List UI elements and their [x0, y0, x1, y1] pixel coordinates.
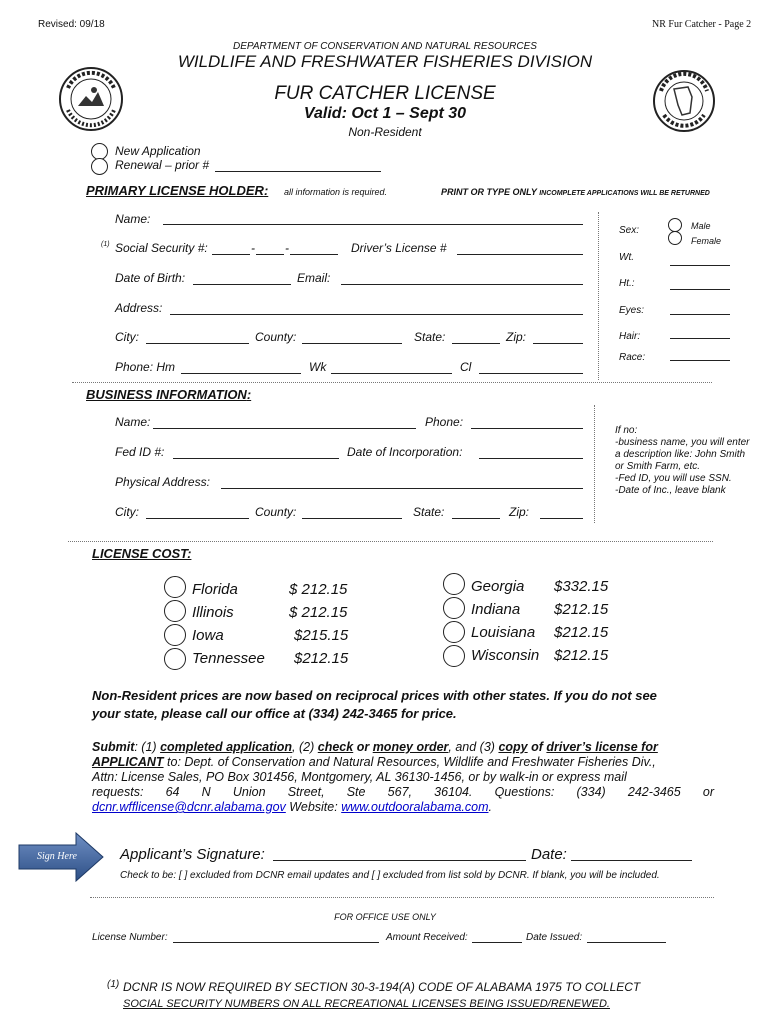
license-number-field[interactable]: [173, 942, 379, 943]
physical-address-field[interactable]: [221, 488, 583, 489]
cost-price: $ 212.15: [289, 604, 348, 621]
business-city-field[interactable]: [146, 518, 249, 519]
county-field[interactable]: [302, 343, 402, 344]
florida-radio[interactable]: [164, 576, 186, 598]
county-label: County:: [255, 330, 297, 344]
amount-received-label: Amount Received:: [386, 932, 468, 943]
height-field[interactable]: [670, 289, 730, 290]
help-line: -business name, you will enter: [615, 437, 750, 448]
cost-price: $212.15: [554, 647, 609, 664]
section-divider-3: [90, 897, 714, 898]
applicant-signature-field[interactable]: [273, 860, 526, 861]
cost-state: Iowa: [192, 627, 224, 644]
name-field[interactable]: [163, 224, 583, 225]
cost-state: Illinois: [192, 604, 234, 621]
business-state-label: State:: [413, 505, 445, 519]
cost-price: $332.15: [554, 578, 609, 595]
signature-date-field[interactable]: [571, 860, 692, 861]
renewal-label: Renewal – prior #: [115, 158, 210, 172]
race-label: Race:: [619, 352, 646, 363]
phone-home-field[interactable]: [181, 373, 301, 374]
state-label: State:: [414, 330, 446, 344]
alabama-wildlife-division-seal-icon: [58, 66, 124, 132]
cost-state: Georgia: [471, 578, 525, 595]
new-application-label: New Application: [115, 144, 201, 158]
help-line: -Date of Inc., leave blank: [615, 485, 726, 496]
ssn-dash-1: -: [251, 241, 255, 255]
license-title: FUR CATCHER LICENSE: [274, 83, 496, 104]
print-type-notice: PRINT OR TYPE ONLY INCOMPLETE APPLICATIONS WILL BE RETURNED: [441, 187, 710, 197]
reciprocal-notice-line2: your state, please call our office at (334) 242-3465 for price.: [92, 706, 457, 721]
cost-price: $215.15: [294, 627, 349, 644]
business-help-note: [615, 425, 750, 497]
reciprocal-notice-line1: Non-Resident prices are now based on reciprocal prices with other states. If you do not see: [92, 688, 657, 703]
help-line: or Smith Farm, etc.: [615, 461, 701, 472]
cost-state: Wisconsin: [471, 647, 540, 664]
female-radio[interactable]: [668, 231, 682, 245]
date-issued-field[interactable]: [587, 942, 666, 943]
doi-field[interactable]: [479, 458, 583, 459]
georgia-radio[interactable]: [443, 573, 465, 595]
office-use-heading: FOR OFFICE USE ONLY: [334, 912, 436, 922]
eyes-label: Eyes:: [619, 305, 645, 316]
hair-field[interactable]: [670, 338, 730, 339]
phone-work-label: Wk: [309, 360, 327, 374]
license-cost-heading: LICENSE COST:: [92, 546, 192, 561]
license-number-label: License Number:: [92, 932, 168, 943]
dob-field[interactable]: [193, 284, 291, 285]
sex-label: Sex:: [619, 225, 640, 236]
footer-footnote-marker: (1): [107, 979, 120, 990]
fed-id-field[interactable]: [173, 458, 339, 459]
cost-state: Florida: [192, 581, 238, 598]
dob-label: Date of Birth:: [115, 271, 186, 285]
doi-label: Date of Incorporation:: [347, 445, 463, 459]
division-title: WILDLIFE AND FRESHWATER FISHERIES DIVISION: [177, 52, 593, 71]
submit-line1: Submit: (1) completed application, (2) check or money order, and (3) copy of driver’s license for: [92, 740, 658, 754]
name-label: Name:: [115, 212, 151, 226]
submit-line4: requests: 64 N Union Street, Ste 567, 36104. Questions: (334) 242-3465 or: [92, 785, 714, 799]
city-label: City:: [115, 330, 139, 344]
louisiana-radio[interactable]: [443, 621, 465, 643]
email-link[interactable]: dcnr.wfflicense@dcnr.alabama.gov: [92, 800, 286, 814]
sign-here-label: Sign Here: [37, 851, 77, 862]
alabama-great-seal-icon: [652, 69, 716, 133]
fed-id-label: Fed ID #:: [115, 445, 165, 459]
email-field[interactable]: [341, 284, 583, 285]
section-divider-1: [72, 382, 712, 383]
weight-field[interactable]: [670, 265, 730, 266]
zip-field[interactable]: [533, 343, 583, 344]
help-line: a description like: John Smith: [615, 449, 746, 460]
section-divider-2: [68, 541, 713, 542]
cost-price: $212.15: [294, 650, 349, 667]
ssn-dash-2: -: [285, 241, 289, 255]
iowa-radio[interactable]: [164, 624, 186, 646]
help-line: If no:: [615, 425, 638, 436]
cost-state: Indiana: [471, 601, 521, 618]
business-divider: [594, 405, 595, 523]
opt-out-checkboxes[interactable]: Check to be: [ ] excluded from DCNR email updates and [ ] excluded from list sold by DCNR. If blank, you will be included.: [120, 870, 660, 881]
email-label: Email:: [297, 271, 331, 285]
help-line: -Fed ID, you will use SSN.: [615, 473, 732, 484]
revised-date: Revised: 09/18: [38, 19, 105, 30]
state-field[interactable]: [452, 343, 500, 344]
city-field[interactable]: [146, 343, 249, 344]
business-state-field[interactable]: [452, 518, 500, 519]
drivers-license-label: Driver’s License #: [351, 241, 447, 255]
business-county-label: County:: [255, 505, 297, 519]
phone-cell-label: Cl: [460, 360, 472, 374]
cost-price: $212.15: [554, 601, 609, 618]
physical-address-label: Physical Address:: [115, 475, 210, 489]
address-field[interactable]: [170, 314, 583, 315]
female-label: Female: [691, 236, 722, 246]
ssn-field-2[interactable]: [256, 254, 284, 255]
business-name-field[interactable]: [153, 428, 416, 429]
ssn-label: Social Security #:: [115, 241, 208, 255]
cost-price: $212.15: [554, 624, 609, 641]
phone-home-label: Phone: Hm: [115, 360, 176, 374]
hair-label: Hair:: [619, 331, 641, 342]
business-phone-field[interactable]: [471, 428, 583, 429]
address-label: Address:: [115, 301, 163, 315]
ssn-field-3[interactable]: [290, 254, 338, 255]
zip-label: Zip:: [506, 330, 527, 344]
signature-date-label: Date:: [531, 846, 567, 863]
wisconsin-radio[interactable]: [443, 645, 465, 667]
ssn-field-1[interactable]: [212, 254, 250, 255]
tennessee-radio[interactable]: [164, 648, 186, 670]
phone-work-field[interactable]: [331, 373, 452, 374]
indiana-radio[interactable]: [443, 597, 465, 619]
cost-price: $ 212.15: [289, 581, 348, 598]
all-info-required-note: all information is required.: [284, 187, 388, 197]
footnote-marker: (1): [101, 241, 110, 248]
business-county-field[interactable]: [302, 518, 402, 519]
residency-label: Non-Resident: [348, 125, 422, 139]
submit-line5: dcnr.wfflicense@dcnr.alabama.gov Website: www.outdooralabama.com.: [92, 800, 492, 814]
page-number: NR Fur Catcher - Page 2: [652, 19, 752, 30]
male-radio[interactable]: [668, 218, 682, 232]
footer-ssn-notice-line1: DCNR IS NOW REQUIRED BY SECTION 30-3-194(A) CODE OF ALABAMA 1975 TO COLLECT: [123, 980, 641, 994]
footer-ssn-notice-line2: SOCIAL SECURITY NUMBERS ON ALL RECREATIONAL LICENSES BEING ISSUED/RENEWED.: [123, 998, 610, 1010]
weight-label: Wt.: [619, 252, 634, 263]
submit-line2: APPLICANT to: Dept. of Conservation and Natural Resources, Wildlife and Freshwater Fisheries Div.,: [92, 755, 656, 769]
height-label: Ht.:: [619, 278, 635, 289]
phone-cell-field[interactable]: [479, 373, 583, 374]
website-link[interactable]: www.outdooralabama.com: [341, 800, 489, 814]
renewal-radio[interactable]: [91, 158, 108, 175]
business-name-label: Name:: [115, 415, 151, 429]
cost-state: Louisiana: [471, 624, 536, 641]
male-label: Male: [691, 221, 711, 231]
primary-license-holder-heading: PRIMARY LICENSE HOLDER:: [86, 183, 269, 198]
valid-dates: Valid: Oct 1 – Sept 30: [303, 105, 467, 122]
business-information-heading: BUSINESS INFORMATION:: [86, 387, 252, 402]
business-zip-field[interactable]: [540, 518, 583, 519]
submit-line3: Attn: License Sales, PO Box 301456, Montgomery, AL 36130-1456, or by walk-in or express mail: [92, 770, 627, 784]
applicant-signature-label: Applicant’s Signature:: [120, 846, 265, 863]
prior-license-field[interactable]: [215, 171, 381, 172]
department-title: DEPARTMENT OF CONSERVATION AND NATURAL RESOURCES: [233, 41, 537, 52]
date-issued-label: Date Issued:: [526, 932, 583, 943]
business-city-label: City:: [115, 505, 139, 519]
business-zip-label: Zip:: [509, 505, 530, 519]
business-phone-label: Phone:: [425, 415, 464, 429]
drivers-license-field[interactable]: [457, 254, 583, 255]
cost-state: Tennessee: [192, 650, 265, 667]
race-field[interactable]: [670, 360, 730, 361]
amount-received-field[interactable]: [472, 942, 522, 943]
eyes-field[interactable]: [670, 314, 730, 315]
physical-divider: [598, 212, 599, 380]
illinois-radio[interactable]: [164, 600, 186, 622]
